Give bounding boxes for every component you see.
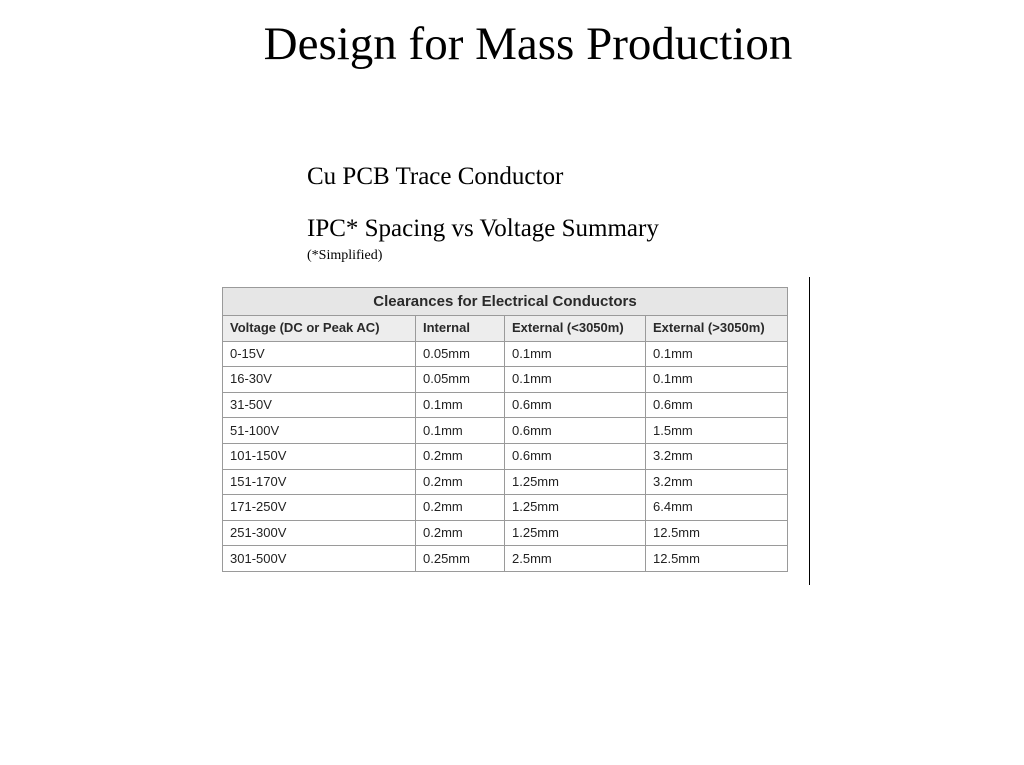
column-header-external-low-altitude: External (<3050m) [505, 316, 646, 342]
clearances-table-container [222, 287, 787, 572]
cell-internal: 0.2mm [416, 443, 505, 469]
cell-external-low: 0.6mm [505, 392, 646, 418]
table-row [223, 469, 788, 495]
table-title-row [223, 288, 788, 316]
cell-voltage: 51-100V [223, 418, 416, 444]
cell-external-low: 0.1mm [505, 367, 646, 393]
cell-external-low: 0.6mm [505, 443, 646, 469]
cell-external-high: 3.2mm [646, 469, 788, 495]
cell-internal: 0.25mm [416, 546, 505, 572]
cell-external-high: 6.4mm [646, 495, 788, 521]
table-title: Clearances for Electrical Conductors [223, 288, 788, 316]
vertical-divider [809, 277, 810, 585]
cell-external-high: 1.5mm [646, 418, 788, 444]
cell-external-low: 1.25mm [505, 469, 646, 495]
subtitle-spacing-summary: IPC* Spacing vs Voltage Summary [307, 215, 659, 242]
table-row [223, 520, 788, 546]
cell-external-low: 1.25mm [505, 495, 646, 521]
cell-internal: 0.1mm [416, 392, 505, 418]
table-row [223, 367, 788, 393]
cell-internal: 0.2mm [416, 495, 505, 521]
cell-internal: 0.2mm [416, 520, 505, 546]
cell-external-high: 0.1mm [646, 341, 788, 367]
cell-internal: 0.05mm [416, 341, 505, 367]
cell-voltage: 301-500V [223, 546, 416, 572]
cell-external-high: 0.1mm [646, 367, 788, 393]
column-header-voltage: Voltage (DC or Peak AC) [223, 316, 416, 342]
table-row [223, 546, 788, 572]
subtitle-trace-conductor: Cu PCB Trace Conductor [307, 163, 564, 190]
simplified-note: (*Simplified) [307, 248, 383, 263]
cell-external-high: 12.5mm [646, 546, 788, 572]
table-row [223, 418, 788, 444]
cell-external-high: 12.5mm [646, 520, 788, 546]
cell-voltage: 171-250V [223, 495, 416, 521]
cell-voltage: 151-170V [223, 469, 416, 495]
cell-external-low: 0.6mm [505, 418, 646, 444]
slide-title: Design for Mass Production [263, 18, 793, 70]
cell-internal: 0.2mm [416, 469, 505, 495]
cell-voltage: 251-300V [223, 520, 416, 546]
cell-internal: 0.1mm [416, 418, 505, 444]
cell-external-low: 1.25mm [505, 520, 646, 546]
cell-external-low: 0.1mm [505, 341, 646, 367]
table-header-row [223, 316, 788, 342]
table-row [223, 443, 788, 469]
cell-internal: 0.05mm [416, 367, 505, 393]
cell-external-high: 0.6mm [646, 392, 788, 418]
column-header-external-high-altitude: External (>3050m) [646, 316, 788, 342]
table-row [223, 392, 788, 418]
cell-voltage: 16-30V [223, 367, 416, 393]
cell-external-high: 3.2mm [646, 443, 788, 469]
clearances-table [222, 287, 788, 572]
cell-external-low: 2.5mm [505, 546, 646, 572]
cell-voltage: 0-15V [223, 341, 416, 367]
cell-voltage: 31-50V [223, 392, 416, 418]
cell-voltage: 101-150V [223, 443, 416, 469]
column-header-internal: Internal [416, 316, 505, 342]
table-row [223, 495, 788, 521]
table-row [223, 341, 788, 367]
